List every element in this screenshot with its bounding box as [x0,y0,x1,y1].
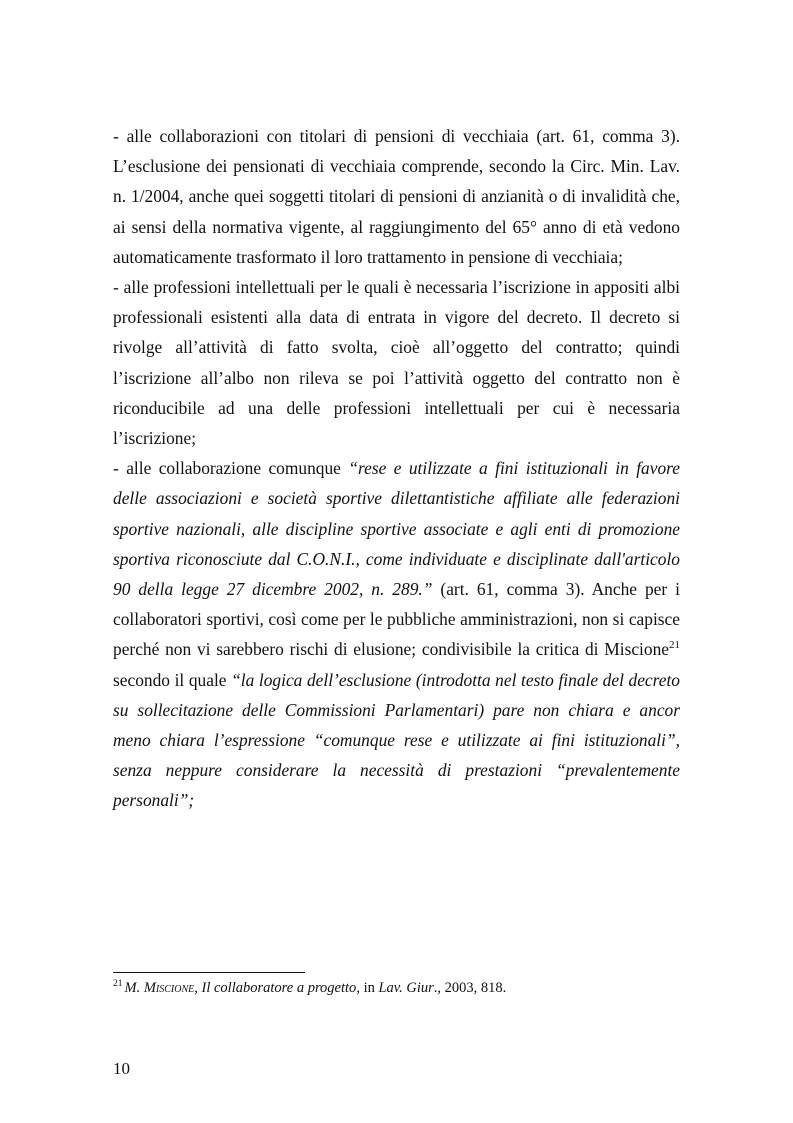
footnote-number: 21 [113,979,123,989]
footnote-tail: ., 2003, 818. [433,980,507,996]
footnote-comma: , [194,980,202,996]
footnote-title: Il collaboratore a progetto [201,980,357,996]
miscione-quote: “la logica dell’esclusione (introdotta nel testo finale del decreto su sollecitazione delle Commissioni Parlamentari) pare non chiara e ancor meno chiara l’espressione “comunque rese e utilizzate ai fini istituzionali”, senza neppure considerare la necessità di prestazioni “prevalentemente personali”; [113,669,681,811]
paragraph-connector-text: secondo il quale [113,669,232,690]
paragraph-body-text: (art. 61, comma 3). Anche per i collaboratori sportivi, così come per le pubbliche amministrazioni, non si capisce perché non vi sarebbero rischi di elusione; condivisibile la critica di Miscione [113,579,680,660]
footnote-author-initial: M. [124,980,144,996]
paragraph-lead-text: - alle collaborazione comunque [113,458,349,479]
coni-quote: “rese e utilizzate a fini istituzionali in favore delle associazioni e società sportive dilettantistiche affiliate alle federazioni sportive nazionali, alle discipline sportive associate e agli enti di promozione sportiva riconosciute dal C.O.N.I., come individuate e disciplinate dall'articolo 90 della legge 27 dicembre 2002, n. 289.” [113,458,680,600]
paragraph-pensioni-vecchiaia: - alle collaborazioni con titolari di pensioni di vecchiaia (art. 61, comma 3). L’esclusione dei pensionati di vecchiaia comprende, secondo la Circ. Min. Lav. n. 1/2004, anche quei soggetti titolari di pensioni di anzianità o di invalidità che, ai sensi della normativa vigente, al raggiungimento del 65° anno di età vedono automaticamente trasformato il loro trattamento in pensione di vecchiaia; [113,126,680,267]
footnote-reference[interactable]: 21 [669,639,680,652]
body-text [113,121,680,816]
page-number: 10 [113,1059,130,1078]
paragraph-professioni-intellettuali: - alle professioni intellettuali per le quali è necessaria l’iscrizione in appositi albi professionali esistenti alla data di entrata in vigore del decreto. Il decreto si rivolge all’attività di fatto svolta, cioè all’oggetto del contratto; quindi l’iscrizione all’albo non rileva se poi l’attività oggetto del contratto non è riconducibile ad una delle professioni intellettuali per cui è necessaria l’iscrizione; [113,277,680,449]
paragraph-collaboratori-sportivi [113,453,680,815]
footnote [113,978,680,998]
footnote-in-text: , in [356,980,379,996]
footnote-journal: Lav. Giur [378,980,434,996]
footnote-divider [113,972,305,973]
footnote-author-surname: Miscione [143,980,195,996]
